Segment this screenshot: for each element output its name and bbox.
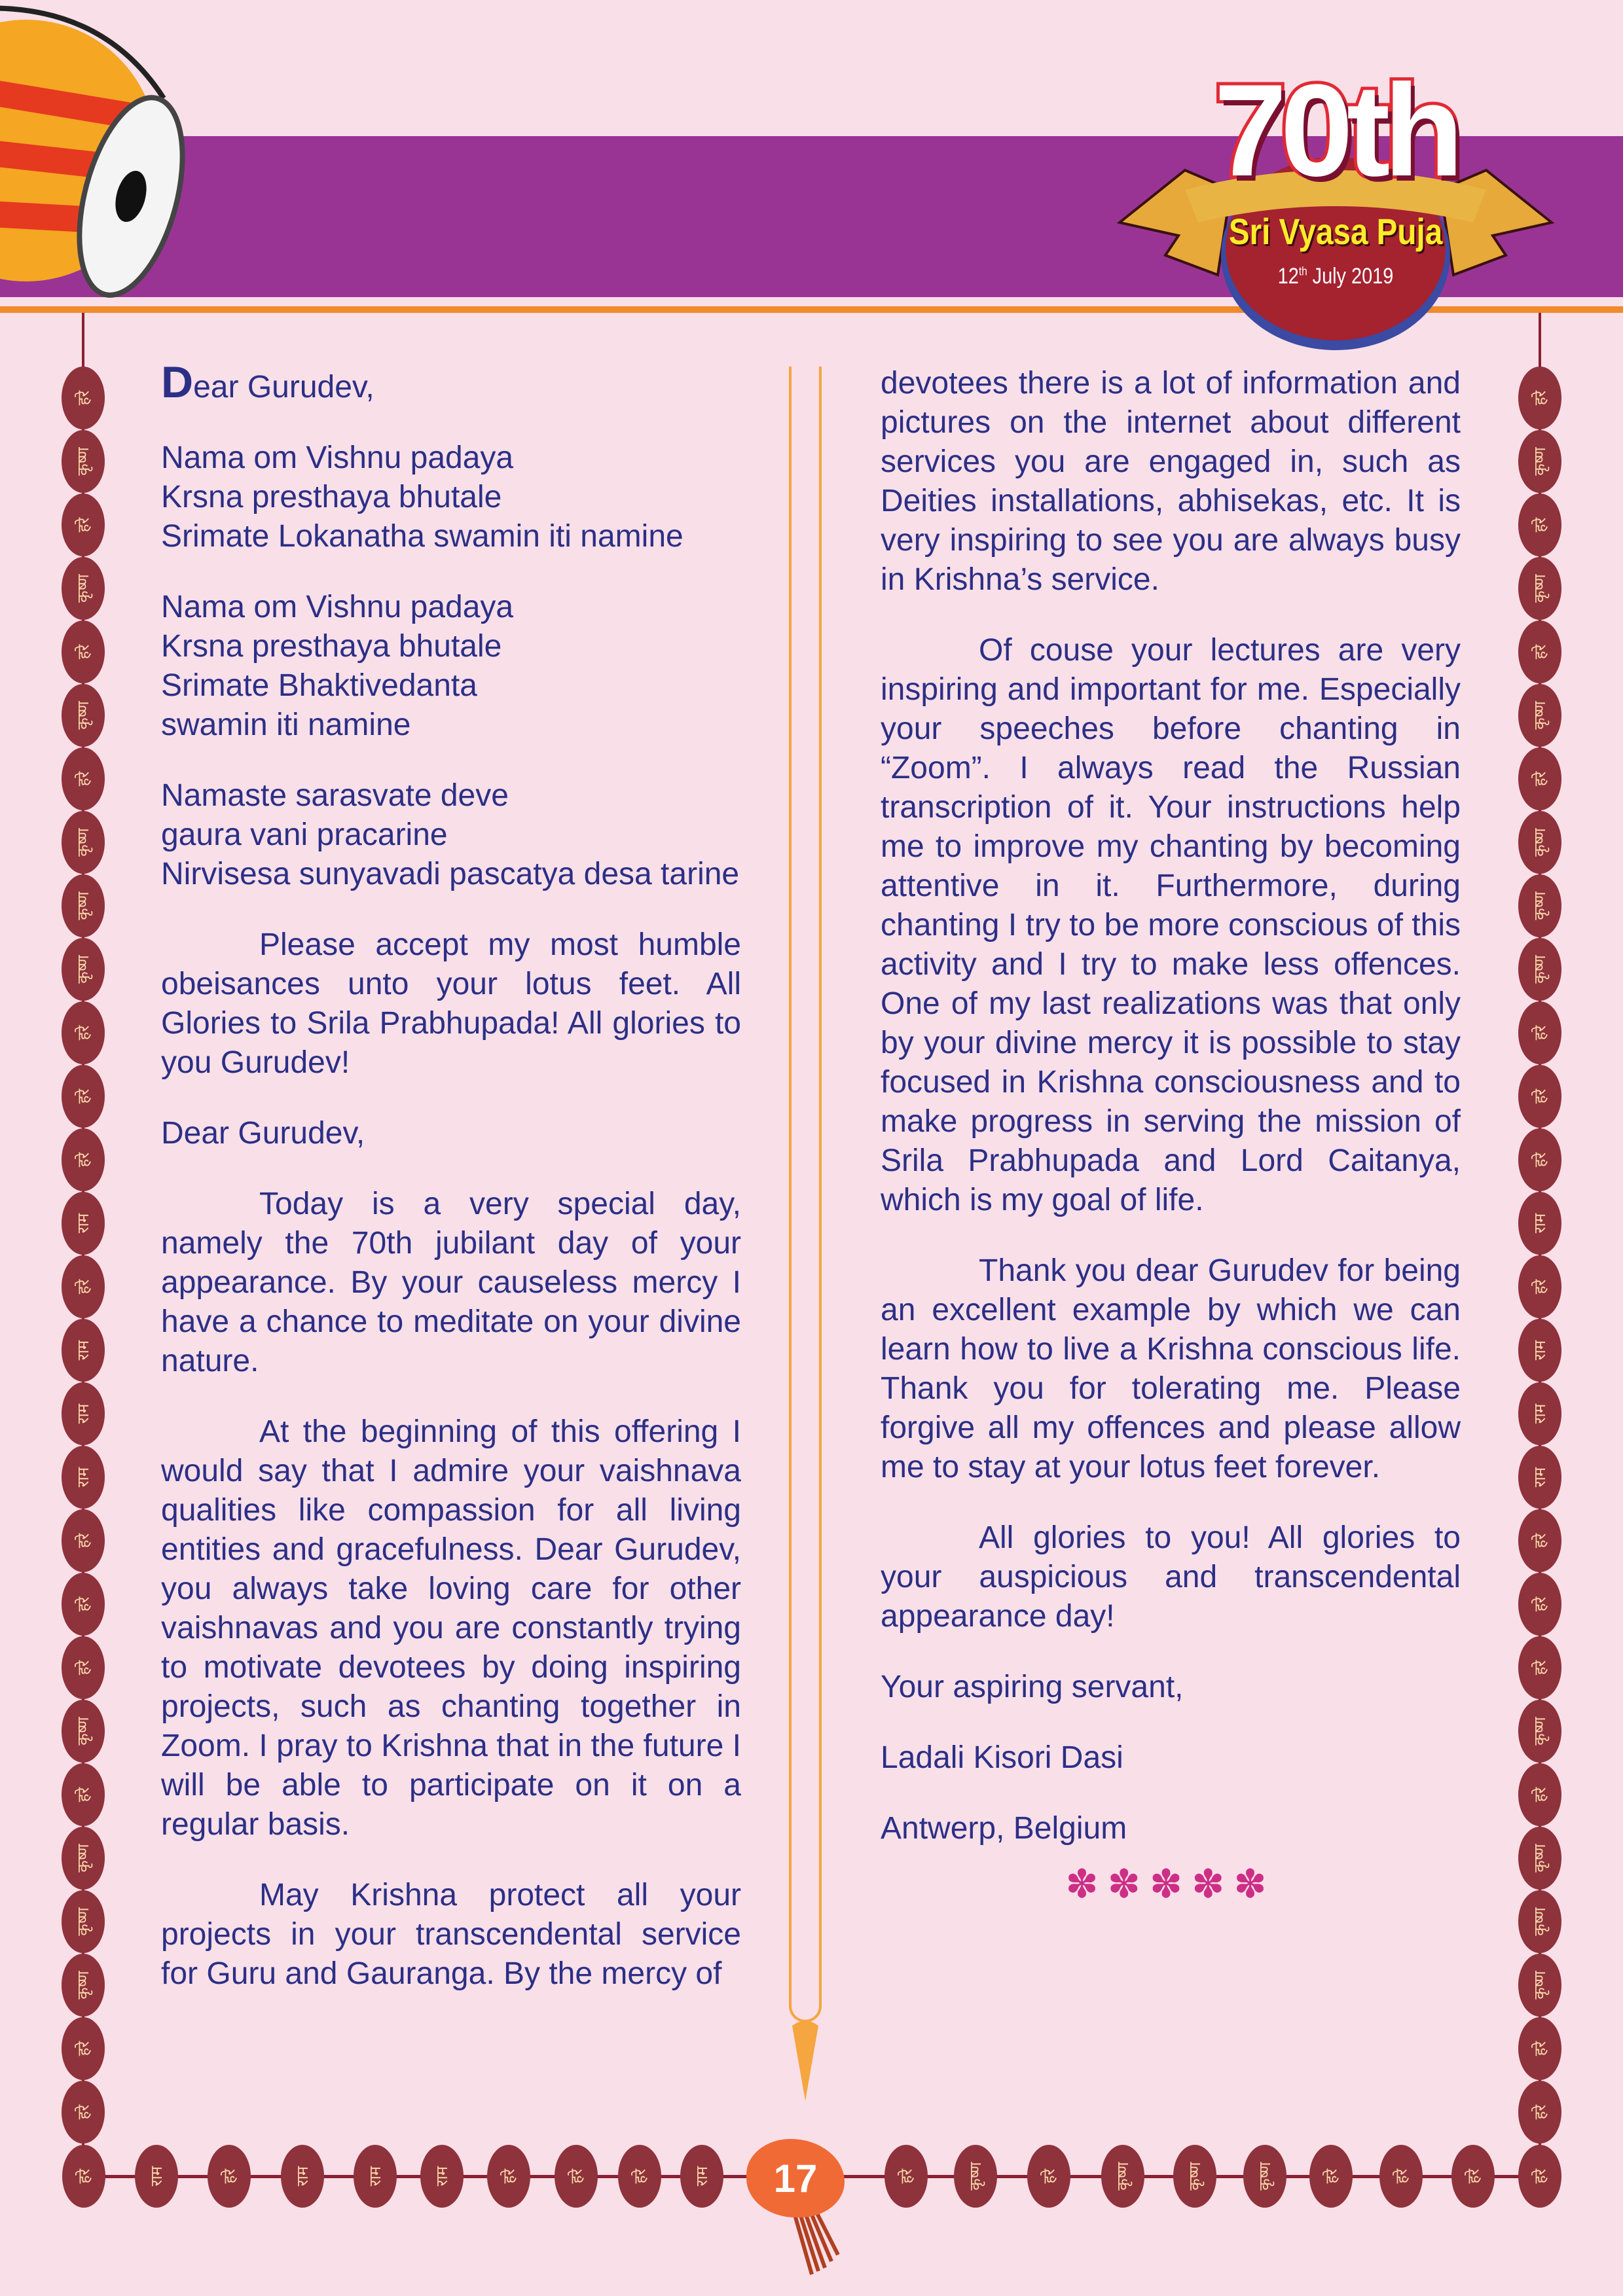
bead-label: हरे	[74, 1533, 92, 1549]
signature: Ladali Kisori Dasi	[881, 1740, 1123, 1775]
bead-label: हरे	[1464, 2168, 1482, 2184]
bead-label: राम	[73, 1213, 92, 1234]
bead-label: हरे	[74, 1152, 92, 1168]
bead-label: कृष्ण	[73, 574, 92, 603]
bead	[1518, 1890, 1561, 1953]
bead	[1309, 2145, 1353, 2208]
bead-label: कृष्ण	[1530, 955, 1549, 984]
bead	[62, 1065, 105, 1128]
bead	[62, 1573, 105, 1636]
bead-label: कृष्ण	[1530, 828, 1549, 857]
bead	[62, 1890, 105, 1953]
bead	[62, 2017, 105, 2080]
bead	[680, 2145, 723, 2208]
bead	[420, 2145, 464, 2208]
bead	[62, 430, 105, 493]
bead	[1518, 1573, 1561, 1636]
bead-label: हरे	[1531, 1787, 1549, 1803]
bead	[954, 2145, 997, 2208]
bead-label: हरे	[220, 2168, 238, 2184]
bead-label: हरे	[1531, 2168, 1549, 2184]
bead	[62, 1382, 105, 1445]
bead-label: कृष्ण	[1530, 447, 1549, 476]
bead-label: कृष्ण	[1530, 1907, 1549, 1936]
bead	[62, 1319, 105, 1382]
bead-label: कृष्ण	[1530, 1717, 1549, 1746]
bead	[1518, 811, 1561, 874]
bead-label: कृष्ण	[73, 701, 92, 730]
bead-label: हरे	[74, 2041, 92, 2056]
stars-ornament: ✽✽✽✽✽	[1065, 1862, 1276, 1906]
column-divider	[789, 367, 822, 2022]
bead	[555, 2145, 598, 2208]
bead	[1518, 1827, 1561, 1890]
bead-label: कृष्ण	[73, 828, 92, 857]
bead	[1027, 2145, 1070, 2208]
bead-label: राम	[73, 1467, 92, 1488]
bead	[62, 1700, 105, 1763]
bead-label: कृष्ण	[73, 891, 92, 920]
bead	[1518, 620, 1561, 683]
bead-label: कृष्ण	[73, 1971, 92, 2000]
bead	[1518, 1128, 1561, 1191]
bead-label: राम	[147, 2166, 166, 2187]
bead	[62, 1255, 105, 1318]
bead	[62, 2145, 105, 2208]
bead-label: कृष्ण	[1530, 574, 1549, 603]
bead	[1518, 684, 1561, 747]
closing: Your aspiring servant,	[881, 1670, 1184, 1704]
bead	[1518, 2145, 1561, 2208]
bead	[1518, 430, 1561, 493]
bead	[62, 874, 105, 937]
bead	[1173, 2145, 1216, 2208]
bead-label: कृष्ण	[1530, 891, 1549, 920]
bead	[1518, 747, 1561, 810]
bead-label: हरे	[1531, 2041, 1549, 2056]
bead-label: हरे	[1531, 517, 1549, 533]
bead-label: हरे	[75, 2168, 93, 2184]
bead	[487, 2145, 530, 2208]
bead-label: हरे	[1531, 390, 1549, 406]
bead-label: हरे	[74, 1596, 92, 1612]
bead	[354, 2145, 397, 2208]
paragraph: May Krishna protect all your projects in your transcendental service for Guru and Gauranga. By the mercy of	[161, 1878, 741, 1991]
bead-label: हरे	[1531, 1025, 1549, 1041]
paragraph: devotees there is a lot of information and pictures on the internet about different services you are engaged in, such as Deities installations, abhisekas, etc. It is very inspiring to see you are always busy in Krishna’s service.	[881, 366, 1461, 597]
bead-label: हरे	[1531, 1660, 1549, 1676]
bead-label: हरे	[74, 2104, 92, 2120]
bead	[1518, 1382, 1561, 1445]
bead	[62, 811, 105, 874]
bead	[208, 2145, 251, 2208]
salutation-2: Dear Gurudev,	[161, 1116, 365, 1151]
bead	[1518, 1954, 1561, 2017]
bead	[62, 1001, 105, 1064]
bead-label: हरे	[1531, 2104, 1549, 2120]
bead-label: कृष्ण	[1530, 1971, 1549, 2000]
bead	[1518, 2017, 1561, 2080]
bead	[1518, 1446, 1561, 1509]
bead-label: हरे	[1531, 1279, 1549, 1295]
bead-label: हरे	[74, 517, 92, 533]
bead-label: हरे	[897, 2168, 915, 2184]
bead	[1101, 2145, 1144, 2208]
bead-label: हरे	[1531, 1533, 1549, 1549]
bead-label: राम	[432, 2166, 451, 2187]
bead-label: राम	[692, 2166, 711, 2187]
bead-label: हरे	[1322, 2168, 1340, 2184]
bead-label: हरे	[1040, 2168, 1058, 2184]
bead	[62, 1128, 105, 1191]
bead	[62, 1192, 105, 1255]
bead-label: कृष्ण	[73, 447, 92, 476]
bead-label: हरे	[74, 1787, 92, 1803]
bead-label: राम	[1530, 1340, 1549, 1361]
bead-label: कृष्ण	[966, 2162, 985, 2191]
bead	[1518, 1509, 1561, 1572]
bead	[62, 1446, 105, 1509]
bead-label: कृष्ण	[73, 955, 92, 984]
bead	[1518, 1065, 1561, 1128]
bead	[62, 2081, 105, 2144]
paragraph: Please accept my most humble obeisances unto your lotus feet. All Glories to Srila Prabhupada! All glories to you Gurudev!	[161, 927, 741, 1080]
bead	[1518, 1700, 1561, 1763]
bead	[1518, 1001, 1561, 1064]
letter-right-column	[881, 364, 1461, 1907]
tilak-drop-icon	[789, 2019, 822, 2104]
bead	[1518, 557, 1561, 620]
bead-label: कृष्ण	[1255, 2162, 1274, 2191]
bead-label: राम	[73, 1403, 92, 1424]
page-number: 17	[746, 2139, 845, 2217]
bead	[62, 1636, 105, 1699]
bead	[62, 493, 105, 556]
bead	[884, 2145, 928, 2208]
bead-label: हरे	[630, 2168, 649, 2184]
bead-label: राम	[293, 2166, 312, 2187]
mantra-1: Nama om Vishnu padaya Krsna presthaya bhutale Srimate Lokanatha swamin iti namine	[161, 440, 684, 554]
bead-label: कृष्ण	[73, 1717, 92, 1746]
bead	[62, 747, 105, 810]
paragraph: Thank you dear Gurudev for being an excellent example by which we can learn how to live a Krishna conscious life. Thank you for tolerating me. Please forgive all my offences and please allow me to stay at your lotus feet forever.	[881, 1253, 1461, 1484]
bead-label: हरे	[1531, 771, 1549, 787]
bead	[62, 1509, 105, 1572]
bead-label: राम	[73, 1340, 92, 1361]
bead	[62, 557, 105, 620]
bead	[1518, 1255, 1561, 1318]
paragraph: Of couse your lectures are very inspiring and important for me. Especially your speeches before chanting in “Zoom”. I always read the Russian transcription of it. Your instructions help me to improve my chanting by becoming attentive in it. Furthermore, during chanting I try to be more conscious of this activity and I try to make less offences. One of my last realizations was that only by your divine mercy it is possible to stay focused in Krishna consciousness and to make progress in serving the mission of Srila Prabhupada and Lord Caitanya, which is my goal of life.	[881, 633, 1461, 1217]
bead	[62, 367, 105, 429]
mantra-2: Nama om Vishnu padaya Krsna presthaya bhutale Srimate Bhaktivedanta swamin iti namine	[161, 590, 514, 742]
bead-label: हरे	[74, 1088, 92, 1104]
bead	[1518, 938, 1561, 1001]
bead-label: राम	[365, 2166, 384, 2187]
bead-label: कृष्ण	[1530, 701, 1549, 730]
bead	[618, 2145, 661, 2208]
bead	[281, 2145, 324, 2208]
badge-title: Sri Vyasa Puja	[1228, 211, 1443, 252]
bead-label: हरे	[1531, 1088, 1549, 1104]
bead-label: कृष्ण	[73, 1844, 92, 1873]
badge-number: 70th	[1214, 58, 1457, 204]
bead-label: हरे	[74, 644, 92, 660]
bead	[62, 1827, 105, 1890]
mantra-3: Namaste sarasvate deve gaura vani pracarine Nirvisesa sunyavadi pascatya desa tarine	[161, 778, 740, 891]
bead-label: हरे	[74, 771, 92, 787]
bead-label: हरे	[1531, 1152, 1549, 1168]
bead	[135, 2145, 178, 2208]
bead	[1379, 2145, 1423, 2208]
bead-label: हरे	[74, 1660, 92, 1676]
bead-label: राम	[1530, 1403, 1549, 1424]
paragraph: Today is a very special day, namely the 70th jubilant day of your appearance. By your causeless mercy I have a chance to meditate on your divine nature.	[161, 1187, 741, 1378]
bead-label: राम	[1530, 1467, 1549, 1488]
bead-label: हरे	[1392, 2168, 1410, 2184]
bead	[62, 1954, 105, 2017]
bead-label: हरे	[500, 2168, 518, 2184]
bead-label: हरे	[74, 1025, 92, 1041]
mridanga-drum-icon	[0, 0, 210, 327]
bead	[1518, 493, 1561, 556]
bead-label: हरे	[74, 1279, 92, 1295]
bead-label: हरे	[1531, 644, 1549, 660]
badge-date: 12th July 2019	[1277, 264, 1394, 289]
bead	[62, 684, 105, 747]
bead	[1451, 2145, 1495, 2208]
bead	[1518, 874, 1561, 937]
letter-left-column	[161, 357, 741, 1994]
bead	[62, 620, 105, 683]
bead	[1518, 2081, 1561, 2144]
bead	[1518, 1763, 1561, 1826]
bead-label: हरे	[567, 2168, 585, 2184]
bead-label: कृष्ण	[1530, 1844, 1549, 1873]
location: Antwerp, Belgium	[881, 1811, 1127, 1846]
bead-label: कृष्ण	[1185, 2162, 1204, 2191]
anniversary-badge	[1106, 59, 1565, 353]
bead-label: हरे	[1531, 1596, 1549, 1612]
bead	[62, 1763, 105, 1826]
bead	[62, 938, 105, 1001]
bead	[1243, 2145, 1286, 2208]
paragraph: At the beginning of this offering I would say that I admire your vaishnava qualities like compassion for all living entities and gracefulness. Dear Gurudev, you always take loving care for other vaishnavas and you are constantly trying to motivate devotees by doing inspiring projects, such as chanting together in Zoom. I pray to Krishna that in the future I will be able to participate on it on a regular basis.	[161, 1414, 741, 1842]
bead	[1518, 1319, 1561, 1382]
bead	[1518, 1192, 1561, 1255]
bead	[1518, 1636, 1561, 1699]
paragraph: All glories to you! All glories to your auspicious and transcendental appearance day!	[881, 1520, 1461, 1634]
bead-label: कृष्ण	[73, 1907, 92, 1936]
bead	[1518, 367, 1561, 429]
bead-label: हरे	[74, 390, 92, 406]
bead-label: कृष्ण	[1113, 2162, 1132, 2191]
bead-label: राम	[1530, 1213, 1549, 1234]
salutation: Dear Gurudev,	[161, 357, 374, 407]
